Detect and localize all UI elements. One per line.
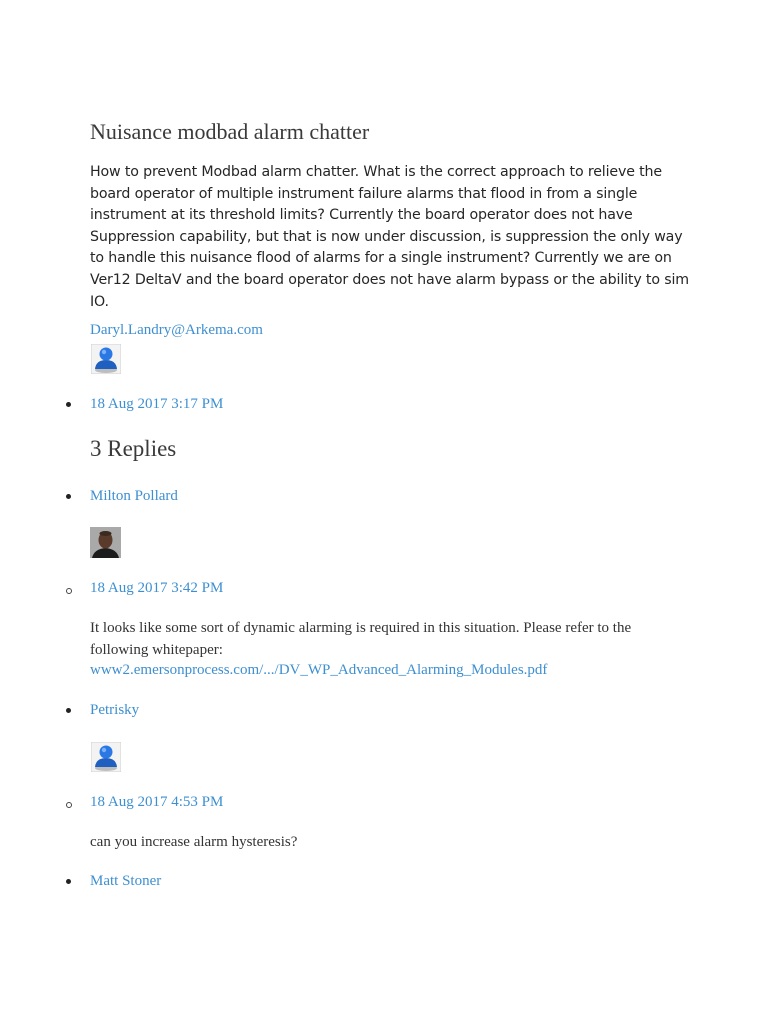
reply-text: can you increase alarm hysteresis? (90, 834, 298, 850)
post-body: How to prevent Modbad alarm chatter. What is the correct approach to relieve the board operator of multiple instrument failure alarms that flood in from a single instrument at its threshold limits? Currently the board operator does not have Suppression capability, but that is now under discussion, is suppression the only way to handle this nuisance flood of alarms for a single instrument? Currently we are on Ver12 DeltaV and the board operator does not have alarm bypass or the ability to sim IO. (90, 164, 689, 310)
post-author-link[interactable]: Daryl.Landry@Arkema.com (90, 322, 263, 338)
avatar[interactable] (90, 527, 121, 558)
bullet (66, 402, 71, 407)
bullet (66, 879, 71, 884)
post-title: Nuisance modbad alarm chatter (90, 119, 370, 144)
bullet (66, 494, 71, 499)
bullet (66, 588, 72, 594)
reply-author-link[interactable]: Matt Stoner (90, 873, 162, 889)
reply-text: It looks like some sort of dynamic alarming is required in this situation. Please refer to the following whitepaper: (90, 620, 632, 658)
reply-author-link[interactable]: Petrisky (90, 702, 140, 718)
user-silhouette-icon[interactable] (91, 344, 121, 374)
post-timestamp-link[interactable]: 18 Aug 2017 3:17 PM (90, 396, 224, 412)
user-silhouette-icon[interactable] (91, 742, 121, 772)
replies-heading: 3 Replies (90, 436, 177, 461)
bullet (66, 708, 71, 713)
reply-author-link[interactable]: Milton Pollard (90, 488, 178, 504)
reply-timestamp-link[interactable]: 18 Aug 2017 3:42 PM (90, 580, 224, 596)
reply-timestamp-link[interactable]: 18 Aug 2017 4:53 PM (90, 794, 224, 810)
whitepaper-link[interactable]: www2.emersonprocess.com/.../DV_WP_Advanced_Alarming_Modules.pdf (90, 662, 548, 678)
bullet (66, 802, 72, 808)
